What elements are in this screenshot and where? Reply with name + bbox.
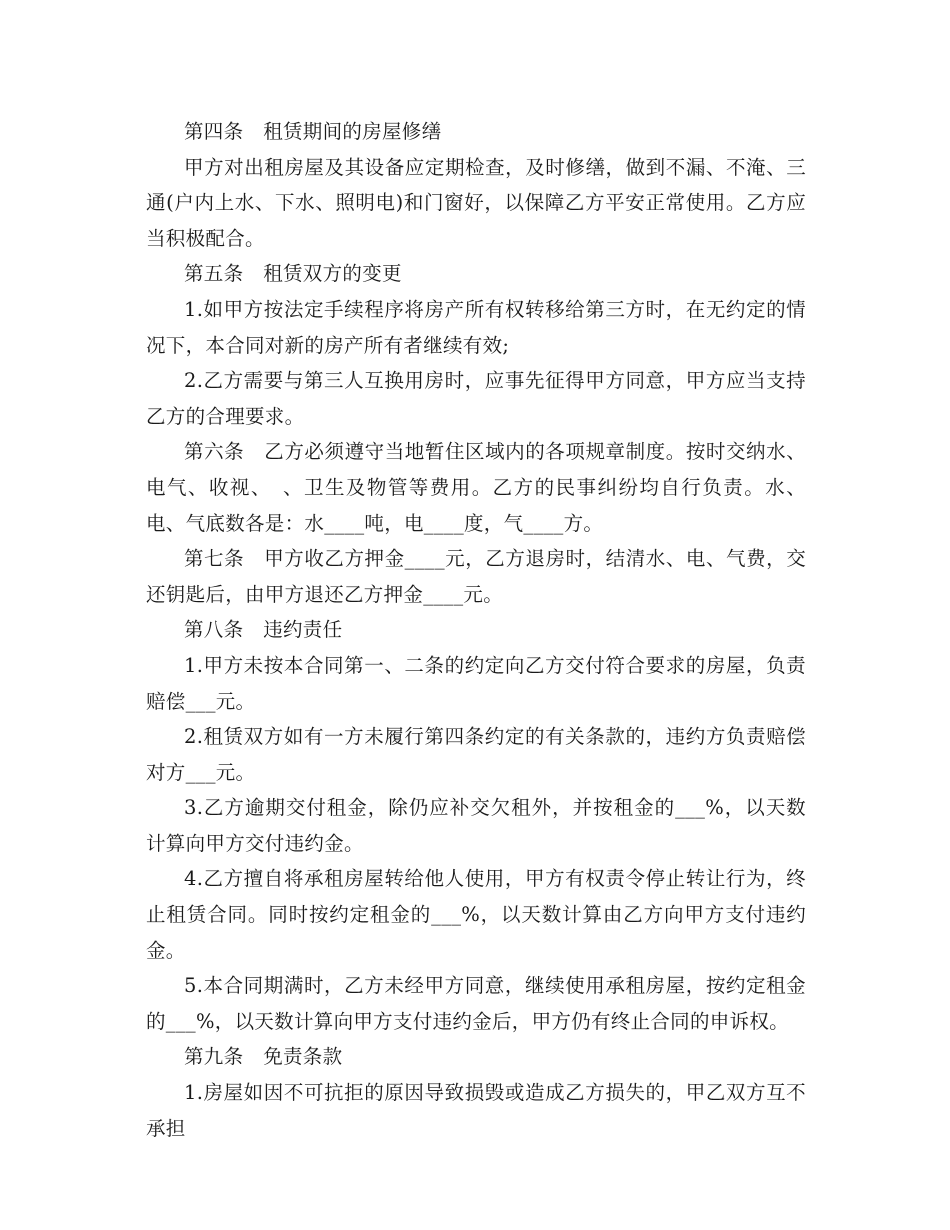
article-8-clause-2: 2.租赁双方如有一方未履行第四条约定的有关条款的，违约方负责赔偿对方___元。 <box>146 725 806 784</box>
article-8-clause-4: 4.乙方擅自将承租房屋转给他人使用，甲方有权责令停止转让行为，终止租赁合同。同时按约定租金的___%，以天数计算由乙方向甲方支付违约金。 <box>146 867 806 962</box>
article-4-text: 甲方对出租房屋及其设备应定期检查，及时修缮，做到不漏、不淹、三通(户内上水、下水、照明电)和门窗好，以保障乙方平安正常使用。乙方应当积极配合。 <box>146 155 806 250</box>
article-5-clause-1: 1.如甲方按法定手续程序将房产所有权转移给第三方时，在无约定的情况下，本合同对新的房产所有者继续有效; <box>146 297 806 357</box>
article-8-clause-3: 3.乙方逾期交付租金，除仍应补交欠租外，并按租金的___%，以天数计算向甲方交付违约金。 <box>146 796 806 855</box>
article-8-clause-5: 5.本合同期满时，乙方未经甲方同意，继续使用承租房屋，按约定租金的___%，以天数计算向甲方支付违约金后，甲方仍有终止合同的申诉权。 <box>146 974 806 1033</box>
article-9-clause-1: 1.房屋如因不可抗拒的原因导致损毁或造成乙方损失的，甲乙双方互不承担 <box>146 1081 806 1140</box>
article-8-heading: 第八条 违约责任 <box>184 618 343 642</box>
article-6-text: 第六条 乙方必须遵守当地暂住区域内的各项规章制度。按时交纳水、电气、收视、 、卫生及物管等费用。乙方的民事纠纷均自行负责。水、电、气底数各是：水____吨，电____度，气____方。 <box>146 440 806 535</box>
article-8-clause-1: 1.甲方未按本合同第一、二条的约定向乙方交付符合要求的房屋，负责赔偿___元。 <box>146 653 806 713</box>
article-4-heading: 第四条 租赁期间的房屋修缮 <box>184 120 442 143</box>
article-5-clause-2: 2.乙方需要与第三人互换用房时，应事先征得甲方同意，甲方应当支持乙方的合理要求。 <box>146 369 806 428</box>
document-body <box>146 114 806 1146</box>
article-5-heading: 第五条 租赁双方的变更 <box>184 262 402 286</box>
article-9-heading: 第九条 免责条款 <box>184 1045 343 1069</box>
article-7-text: 第七条 甲方收乙方押金____元，乙方退房时，结清水、电、气费，交还钥匙后，由甲方退还乙方押金____元。 <box>146 547 806 606</box>
